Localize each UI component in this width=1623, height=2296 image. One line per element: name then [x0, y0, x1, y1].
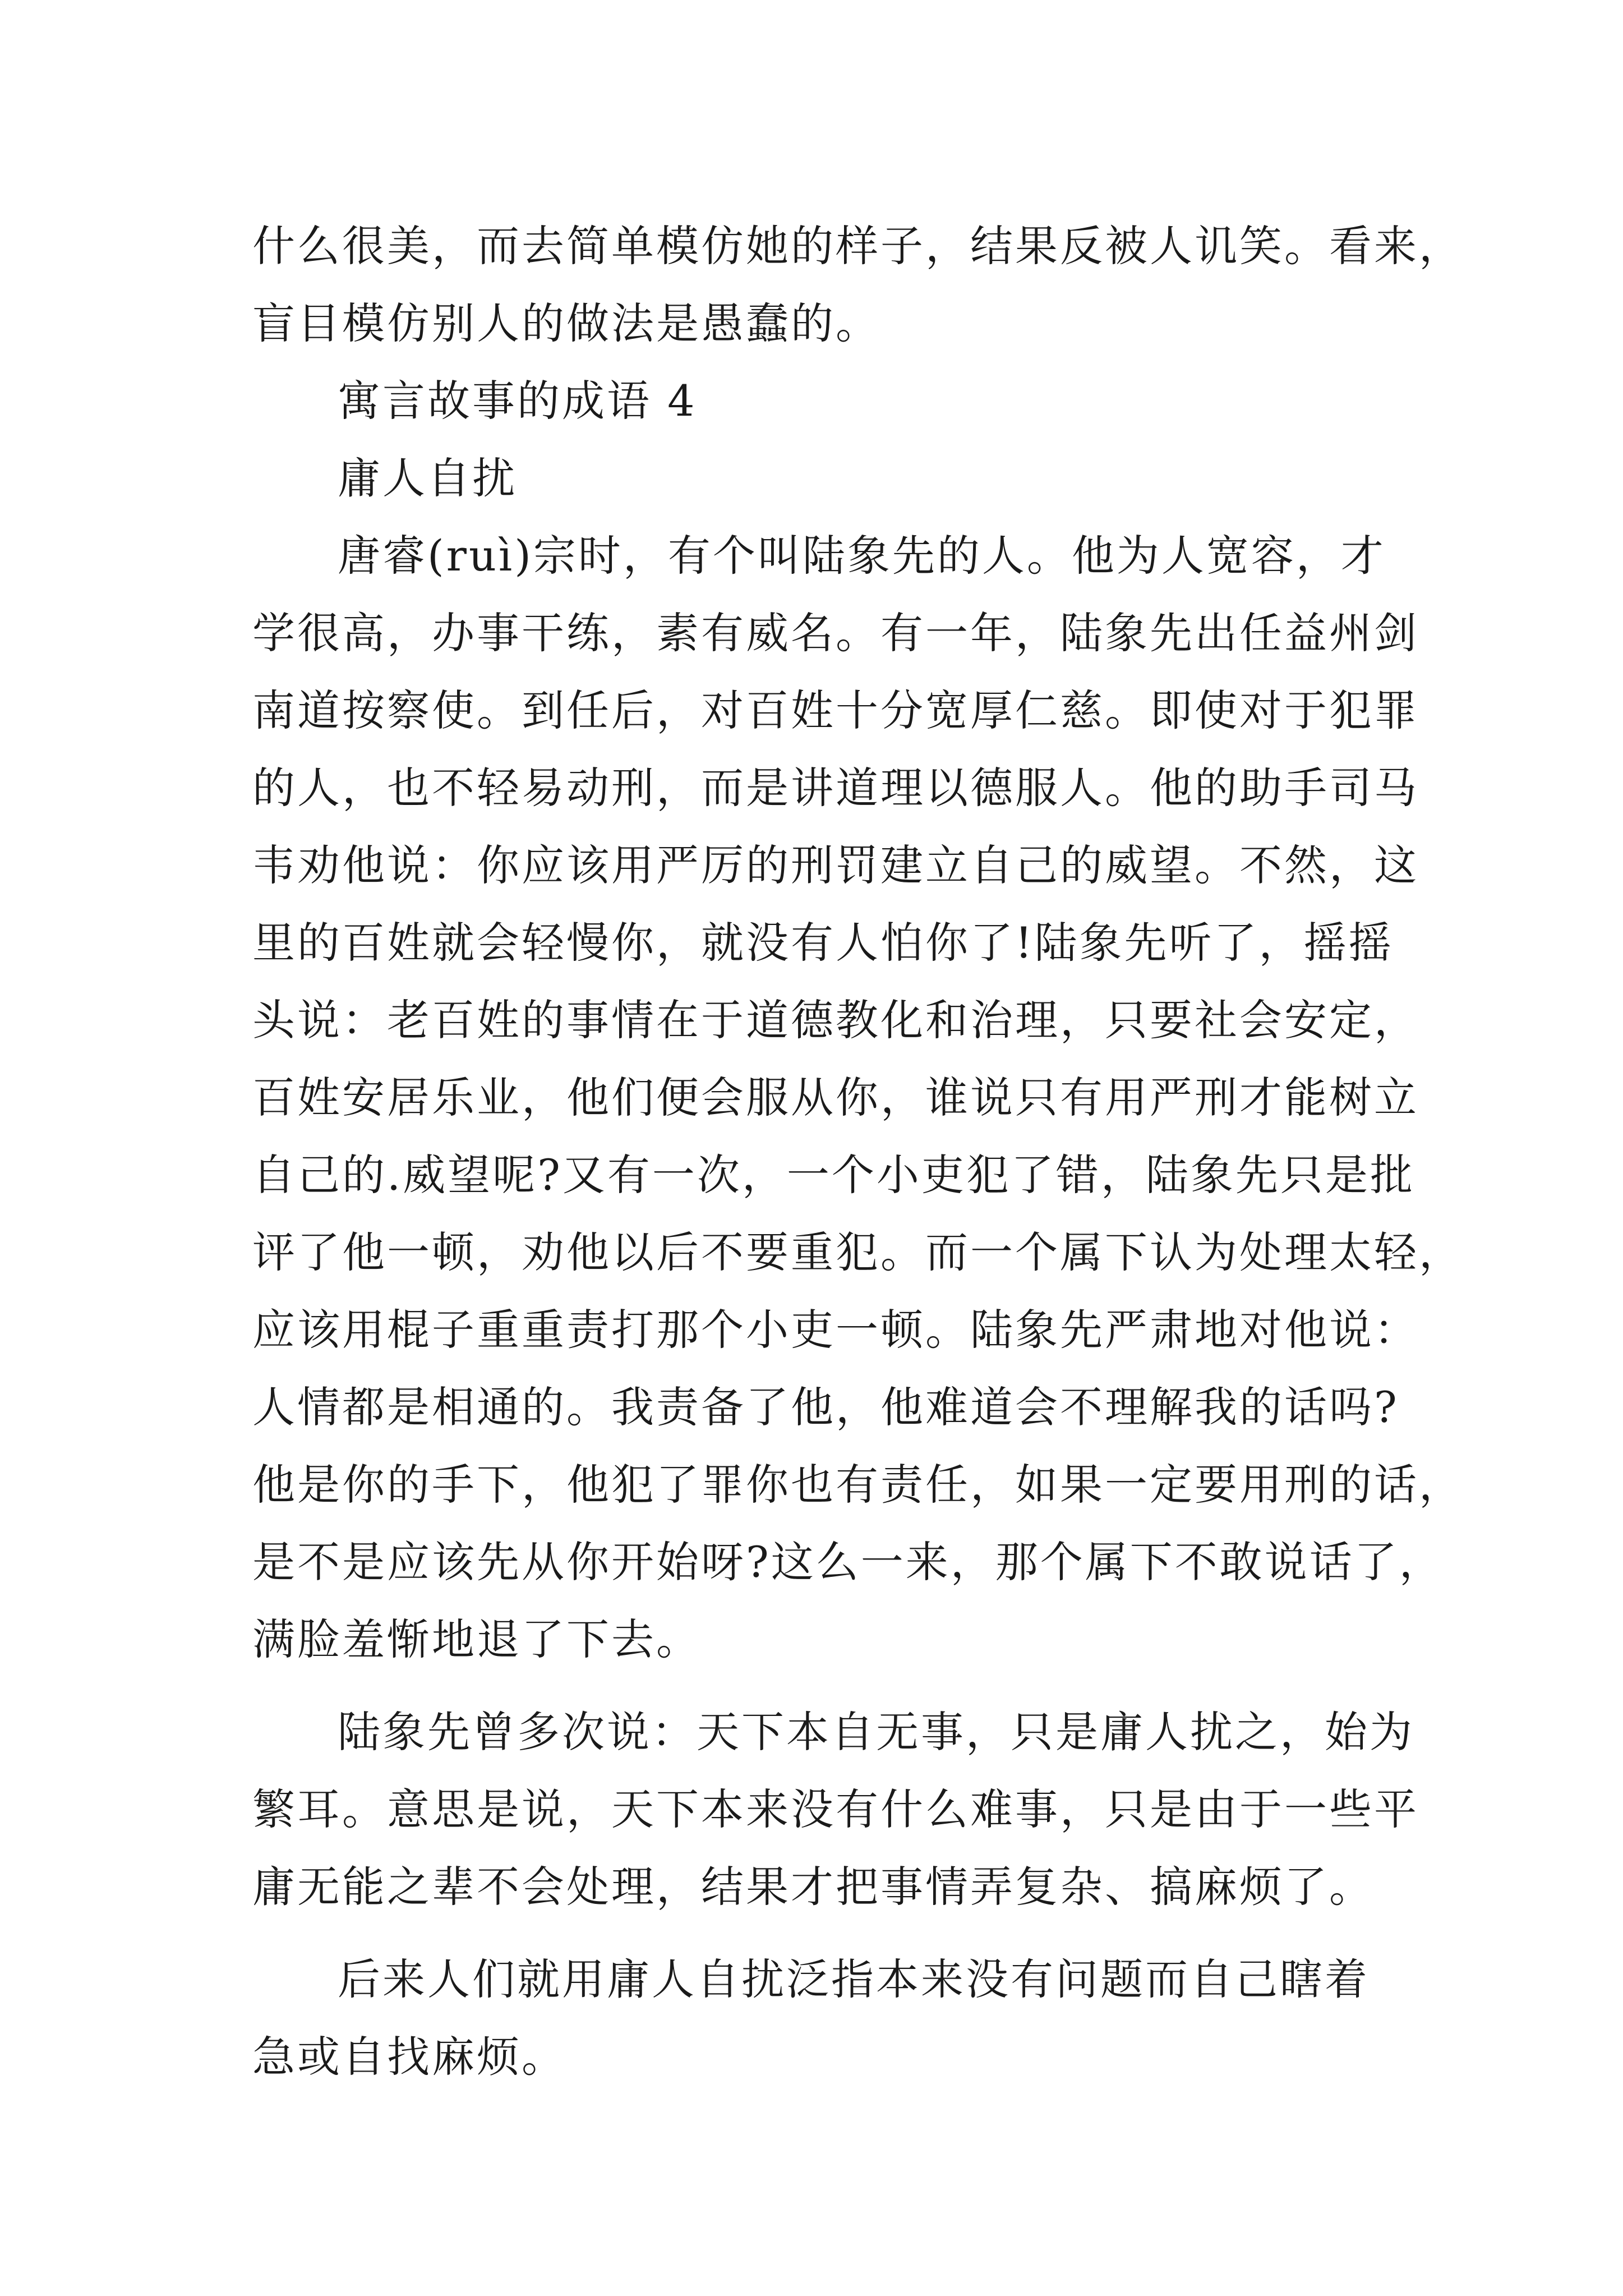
text-line: 陆象先曾多次说：天下本自无事，只是庸人扰之，始为 — [338, 1707, 1414, 1757]
text-line: 评了他一顿，劝他以后不要重犯。而一个属下认为处理太轻， — [252, 1227, 1464, 1277]
text-line: 是不是应该先从你开始呀?这么一来，那个属下不敢说话了， — [252, 1537, 1444, 1587]
text-line: 人情都是相通的。我责备了他，他难道会不理解我的话吗? — [252, 1382, 1399, 1432]
text-line: 韦劝他说：你应该用严厉的刑罚建立自己的威望。不然，这 — [252, 840, 1419, 890]
text-line: 什么很美，而去简单模仿她的样子，结果反被人讥笑。看来， — [252, 221, 1464, 271]
text-line: 满脸羞惭地退了下去。 — [252, 1614, 701, 1664]
text-line: 唐睿(ruì)宗时，有个叫陆象先的人。他为人宽容，才 — [338, 531, 1386, 581]
text-line: 自己的.威望呢?又有一次，一个小吏犯了错，陆象先只是批 — [252, 1150, 1415, 1200]
text-line: 后来人们就用庸人自扰泛指本来没有问题而自己瞎着 — [338, 1954, 1370, 2004]
document-body — [252, 208, 1464, 2096]
text-line: 头说：老百姓的事情在于道德教化和治理，只要社会安定， — [252, 995, 1419, 1045]
text-line: 百姓安居乐业，他们便会服从你，谁说只有用严刑才能树立 — [252, 1073, 1419, 1122]
text-line: 南道按察使。到任后，对百姓十分宽厚仁慈。即使对于犯罪 — [252, 685, 1419, 735]
section-title: 寓言故事的成语 4 — [338, 376, 697, 426]
text-line: 学很高，办事干练，素有威名。有一年，陆象先出任益州剑 — [252, 608, 1419, 658]
text-line: 的人，也不轻易动刑，而是讲道理以德服人。他的助手司马 — [252, 763, 1419, 813]
text-line: 盲目模仿别人的做法是愚蠢的。 — [252, 298, 880, 348]
text-line: 应该用棍子重重责打那个小吏一顿。陆象先严肃地对他说： — [252, 1305, 1419, 1355]
text-line: 急或自找麻烦。 — [252, 2032, 566, 2082]
text-line: 繁耳。意思是说，天下本来没有什么难事，只是由于一些平 — [252, 1784, 1419, 1834]
story-title: 庸人自扰 — [338, 453, 517, 503]
text-line: 里的百姓就会轻慢你，就没有人怕你了!陆象先听了，摇摇 — [252, 918, 1394, 968]
text-line: 他是你的手下，他犯了罪你也有责任，如果一定要用刑的话， — [252, 1460, 1464, 1510]
text-line: 庸无能之辈不会处理，结果才把事情弄复杂、搞麻烦了。 — [252, 1862, 1374, 1912]
